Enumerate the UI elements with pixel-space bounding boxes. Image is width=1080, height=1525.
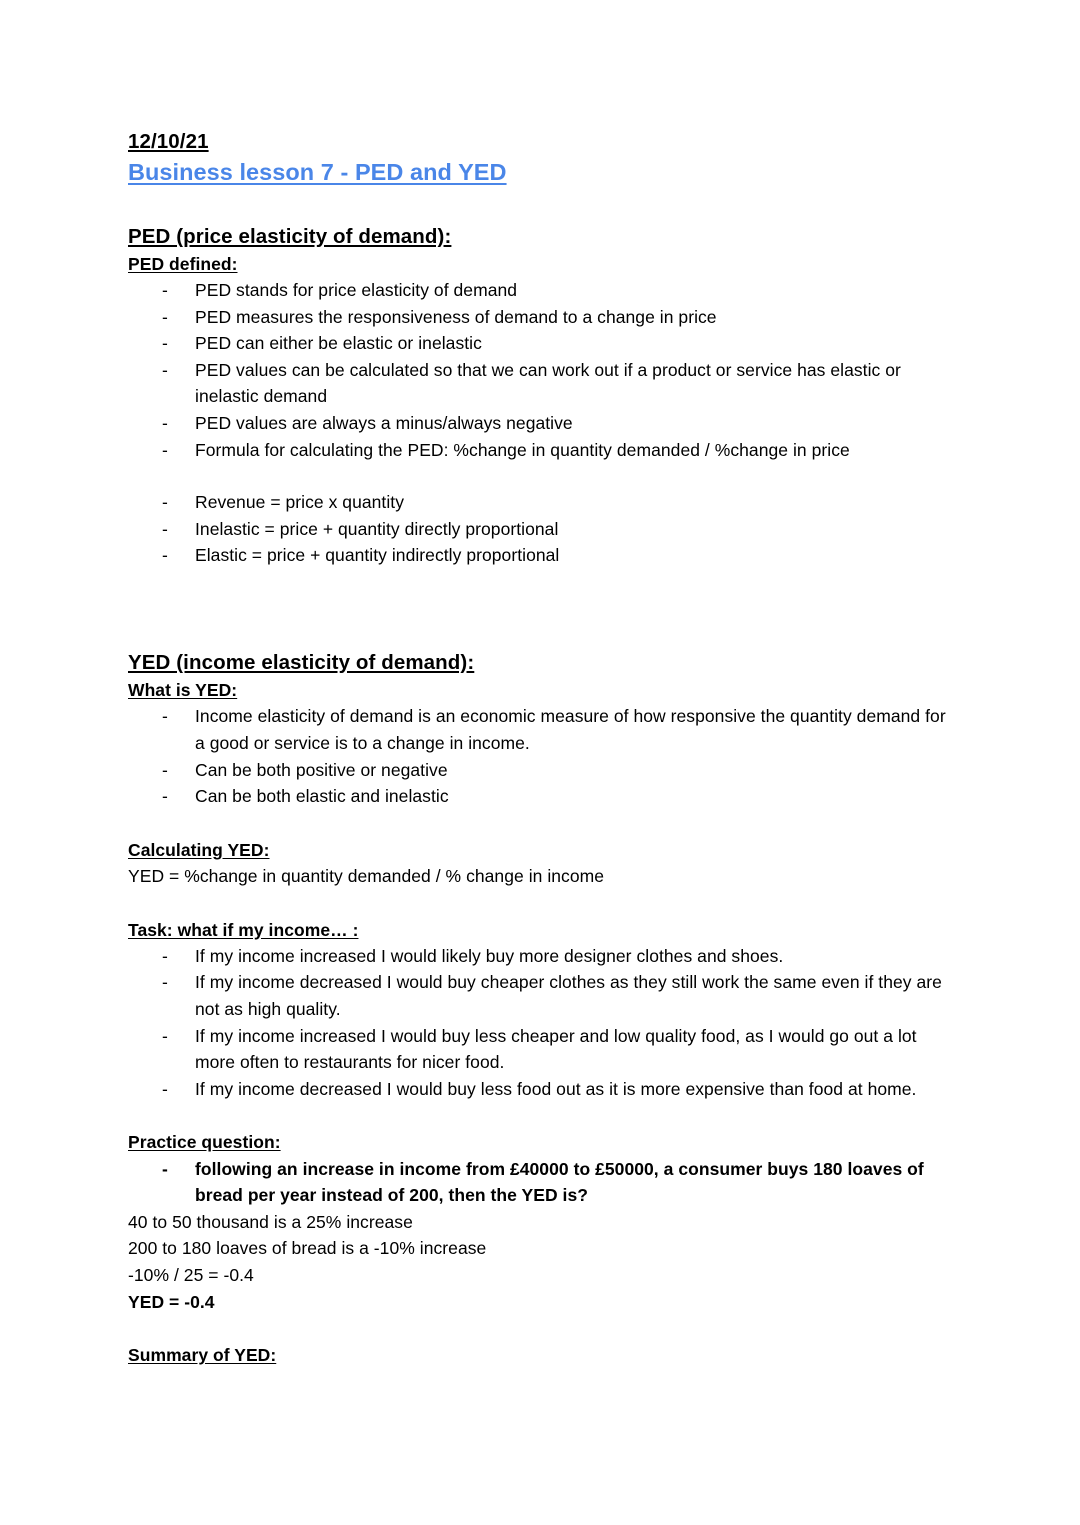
yed-formula-line: YED = %change in quantity demanded / % change in income: [128, 865, 605, 886]
yed-working-line-3: -10% / 25 = -0.4: [128, 1265, 254, 1286]
list-item: - Inelastic = price + quantity directly proportional: [128, 516, 950, 543]
yed-heading-wrap: [128, 648, 950, 677]
ped-bullet-list-secondary: [128, 489, 950, 569]
spacer-before-yed-2: [128, 622, 950, 648]
yed-what-is-bullet-list: [128, 703, 950, 809]
list-item: - PED stands for price elasticity of demand: [128, 277, 950, 304]
yed-section-heading: YED (income elasticity of demand):: [128, 651, 475, 674]
yed-what-is-subheading: What is YED:: [128, 680, 238, 701]
spacer-after-title: [128, 189, 950, 222]
list-item: - PED measures the responsiveness of demand to a change in price: [128, 304, 950, 331]
ped-defined-wrap: [128, 251, 950, 277]
spacer-before-task: [128, 890, 950, 917]
date-line-wrap: [128, 128, 950, 156]
yed-practice-wrap: [128, 1129, 950, 1155]
spacer-before-calculating: [128, 810, 950, 837]
spacer-before-practice: [128, 1102, 950, 1129]
yed-summary-subheading: Summary of YED:: [128, 1345, 277, 1366]
list-item: - PED can either be elastic or inelastic: [128, 330, 950, 357]
list-item: - Can be both elastic and inelastic: [128, 783, 950, 810]
yed-working-line-2: 200 to 180 loaves of bread is a -10% increase: [128, 1238, 487, 1259]
ped-defined-subheading: PED defined:: [128, 253, 238, 274]
spacer-before-yed: [128, 569, 950, 622]
yed-task-bullet-list: [128, 943, 950, 1103]
yed-what-is-wrap: [128, 677, 950, 703]
document-title: Business lesson 7 - PED and YED: [128, 159, 507, 186]
list-item: - Elastic = price + quantity indirectly proportional: [128, 542, 950, 569]
yed-calculating-subheading: Calculating YED:: [128, 839, 270, 860]
list-item: - Income elasticity of demand is an economic measure of how responsive the quantity demand for a good or service is to a change in income.: [128, 703, 950, 756]
yed-task-wrap: [128, 917, 950, 943]
document-date: 12/10/21: [128, 130, 209, 153]
spacer-between-ped-lists: [128, 463, 950, 489]
list-item: - Revenue = price x quantity: [128, 489, 950, 516]
document-title-wrap: [128, 156, 950, 188]
yed-working-line-1: 40 to 50 thousand is a 25% increase: [128, 1211, 413, 1232]
yed-practice-bullet-list: [128, 1156, 950, 1209]
list-item: - PED values are always a minus/always negative: [128, 410, 950, 437]
list-item: - If my income decreased I would buy cheaper clothes as they still work the same even if they are not as high quality.: [128, 969, 950, 1022]
yed-summary-wrap: [128, 1342, 950, 1368]
yed-answer-line: YED = -0.4: [128, 1291, 215, 1312]
list-item: - Can be both positive or negative: [128, 757, 950, 784]
ped-heading-wrap: [128, 222, 950, 251]
ped-section-heading: PED (price elasticity of demand):: [128, 224, 452, 248]
list-item: - If my income increased I would buy less cheaper and low quality food, as I would go out a lot more often to restaurants for nicer food.: [128, 1023, 950, 1076]
document-body: [128, 128, 950, 1368]
ped-bullet-list-primary: [128, 277, 950, 463]
yed-practice-subheading: Practice question:: [128, 1132, 281, 1153]
yed-calculating-wrap: [128, 837, 950, 863]
yed-task-subheading: Task: what if my income… :: [128, 919, 359, 940]
list-item: - PED values can be calculated so that we can work out if a product or service has elastic or inelastic demand: [128, 357, 950, 410]
list-item: - following an increase in income from £40000 to £50000, a consumer buys 180 loaves of bread per year instead of 200, then the YED is?: [128, 1156, 950, 1209]
list-item: - If my income decreased I would buy less food out as it is more expensive than food at home.: [128, 1076, 950, 1103]
spacer-before-summary: [128, 1315, 950, 1342]
list-item: - If my income increased I would likely buy more designer clothes and shoes.: [128, 943, 950, 970]
list-item: - Formula for calculating the PED: %change in quantity demanded / %change in price: [128, 437, 950, 464]
